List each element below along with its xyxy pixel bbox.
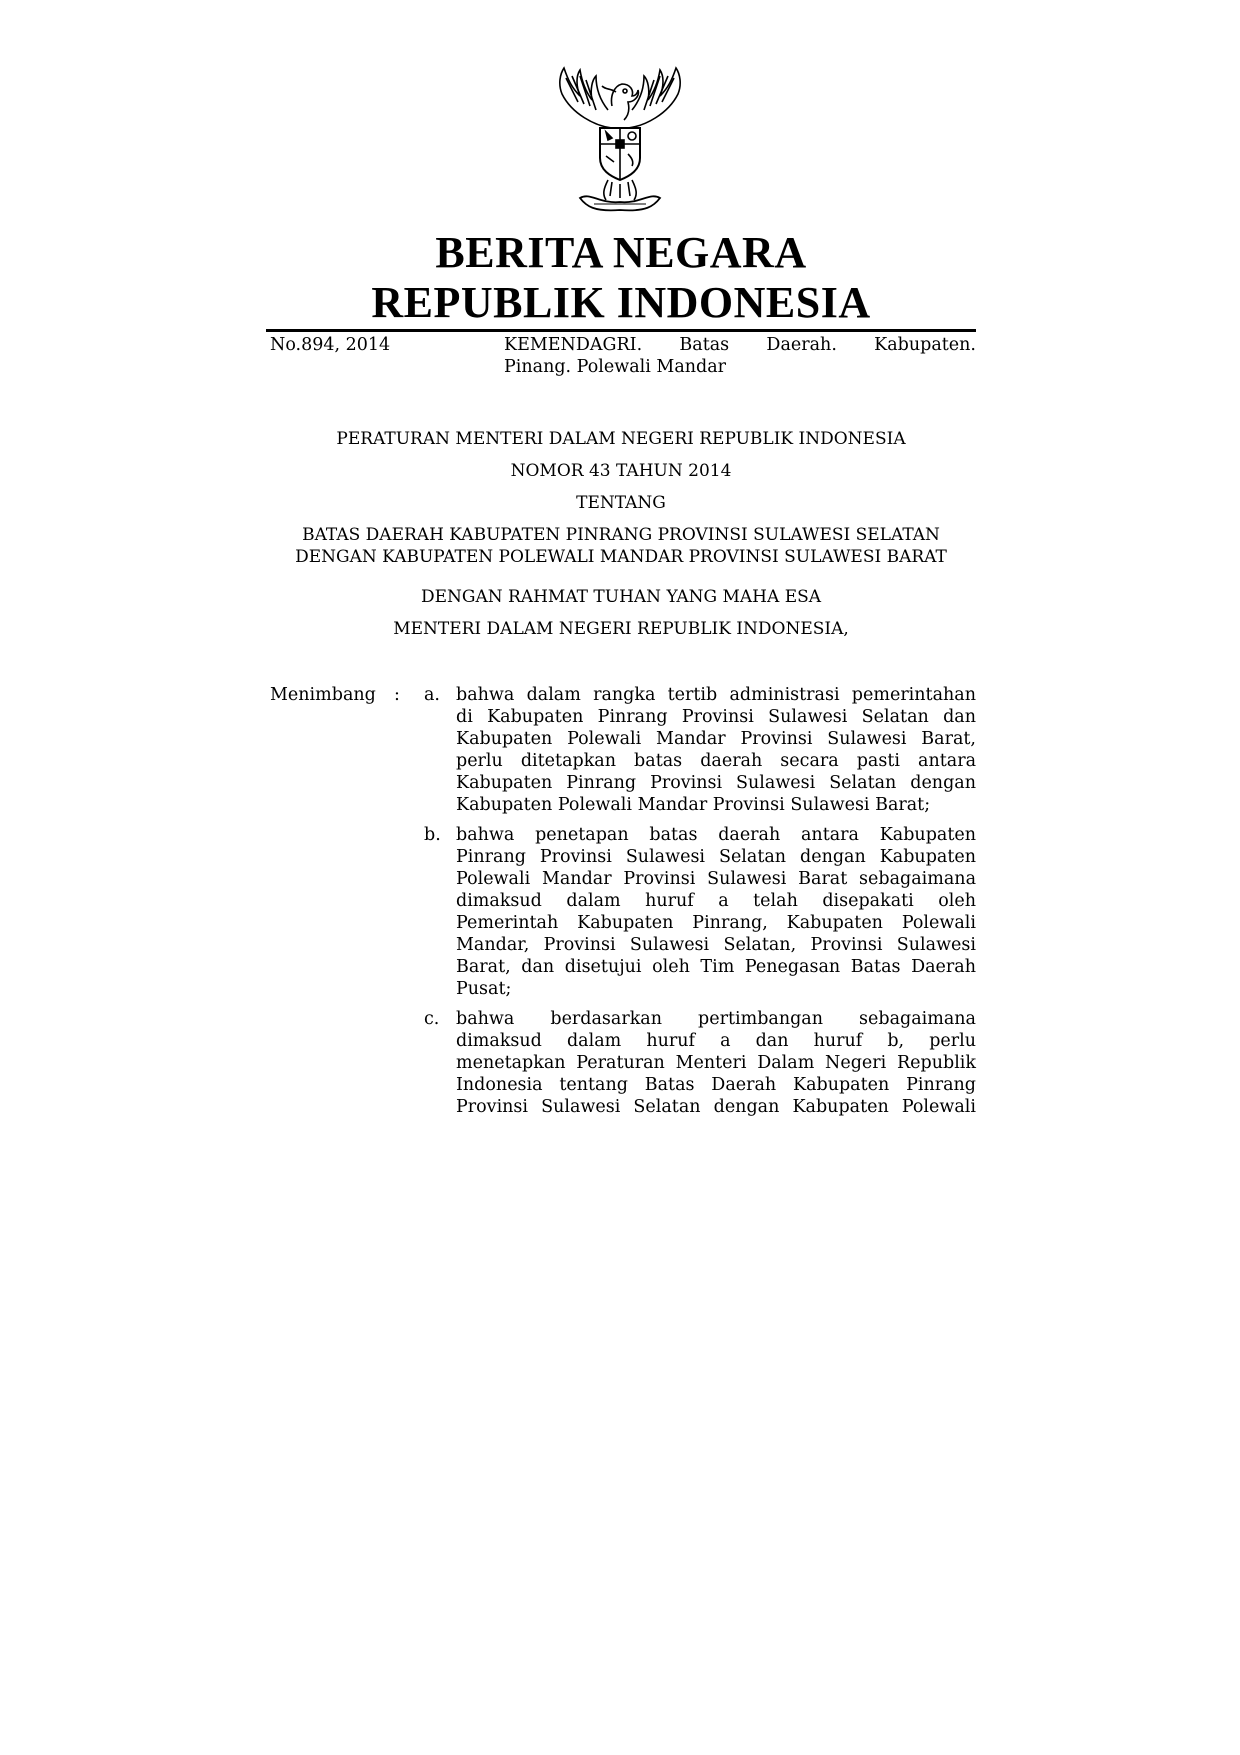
regulation-authority: MENTERI DALAM NEGERI REPUBLIK INDONESIA,	[393, 619, 849, 639]
text-line: dimaksud dalam huruf a telah disepakati oleh	[456, 891, 976, 911]
consideration-a-text	[456, 684, 976, 816]
text-line: menetapkan Peraturan Menteri Dalam Negeri Republik	[456, 1053, 976, 1073]
regulation-subject-line1: BATAS DAERAH KABUPATEN PINRANG PROVINSI SULAWESI SELATAN	[302, 525, 940, 545]
text-line: Pusat;	[456, 979, 512, 999]
consideration-a-letter: a.	[424, 685, 440, 705]
text-line: di Kabupaten Pinrang Provinsi Sulawesi Selatan dan	[456, 707, 976, 727]
consideration-b-text	[456, 824, 976, 1000]
text-line: dimaksud dalam huruf a dan huruf b, perlu	[456, 1031, 976, 1051]
text-line: Pinrang Provinsi Sulawesi Selatan dengan Kabupaten	[456, 847, 976, 867]
regulation-about: TENTANG	[576, 493, 666, 513]
text-line: Barat, dan disetujui oleh Tim Penegasan Batas Daerah	[456, 957, 976, 977]
text-line: Kabupaten Pinrang Provinsi Sulawesi Selatan dengan	[456, 773, 976, 793]
text-line: bahwa penetapan batas daerah antara Kabupaten	[456, 825, 976, 845]
regulation-subject-line2: DENGAN KABUPATEN POLEWALI MANDAR PROVINSI SULAWESI BARAT	[295, 547, 947, 567]
text-line: Indonesia tentang Batas Daerah Kabupaten Pinrang	[456, 1075, 976, 1095]
regulation-number: NOMOR 43 TAHUN 2014	[510, 461, 732, 481]
considerations-colon: :	[394, 685, 400, 705]
consideration-c-text	[456, 1008, 976, 1118]
gazette-subject-line1: KEMENDAGRI. Batas Daerah. Kabupaten.	[504, 335, 976, 355]
text-line: bahwa berdasarkan pertimbangan sebagaimana	[456, 1009, 976, 1029]
regulation-invocation: DENGAN RAHMAT TUHAN YANG MAHA ESA	[420, 587, 822, 607]
text-line: bahwa dalam rangka tertib administrasi pemerintahan	[456, 685, 976, 705]
gazette-number: No.894, 2014	[270, 335, 391, 355]
text-line: Provinsi Sulawesi Selatan dengan Kabupaten Polewali	[456, 1097, 976, 1117]
text-line: Kabupaten Polewali Mandar Provinsi Sulawesi Barat;	[456, 795, 931, 815]
consideration-b-letter: b.	[424, 825, 441, 845]
regulation-title: PERATURAN MENTERI DALAM NEGERI REPUBLIK INDONESIA	[336, 429, 906, 449]
masthead-title-line1: BERITA NEGARA	[435, 228, 807, 277]
gazette-subject-line2: Pinang. Polewali Mandar	[504, 357, 727, 377]
garuda-emblem-icon	[550, 66, 690, 218]
consideration-c-letter: c.	[424, 1009, 440, 1029]
text-line: Mandar, Provinsi Sulawesi Selatan, Provinsi Sulawesi	[456, 935, 976, 955]
masthead-title-line2: REPUBLIK INDONESIA	[371, 278, 871, 327]
text-line: Polewali Mandar Provinsi Sulawesi Barat sebagaimana	[456, 869, 976, 889]
text-line: perlu ditetapkan batas daerah secara pasti antara	[456, 751, 976, 771]
masthead-divider	[266, 329, 976, 332]
text-line: Pemerintah Kabupaten Pinrang, Kabupaten Polewali	[456, 913, 976, 933]
text-line: Kabupaten Polewali Mandar Provinsi Sulawesi Barat,	[456, 729, 976, 749]
considerations-label: Menimbang	[270, 685, 376, 705]
